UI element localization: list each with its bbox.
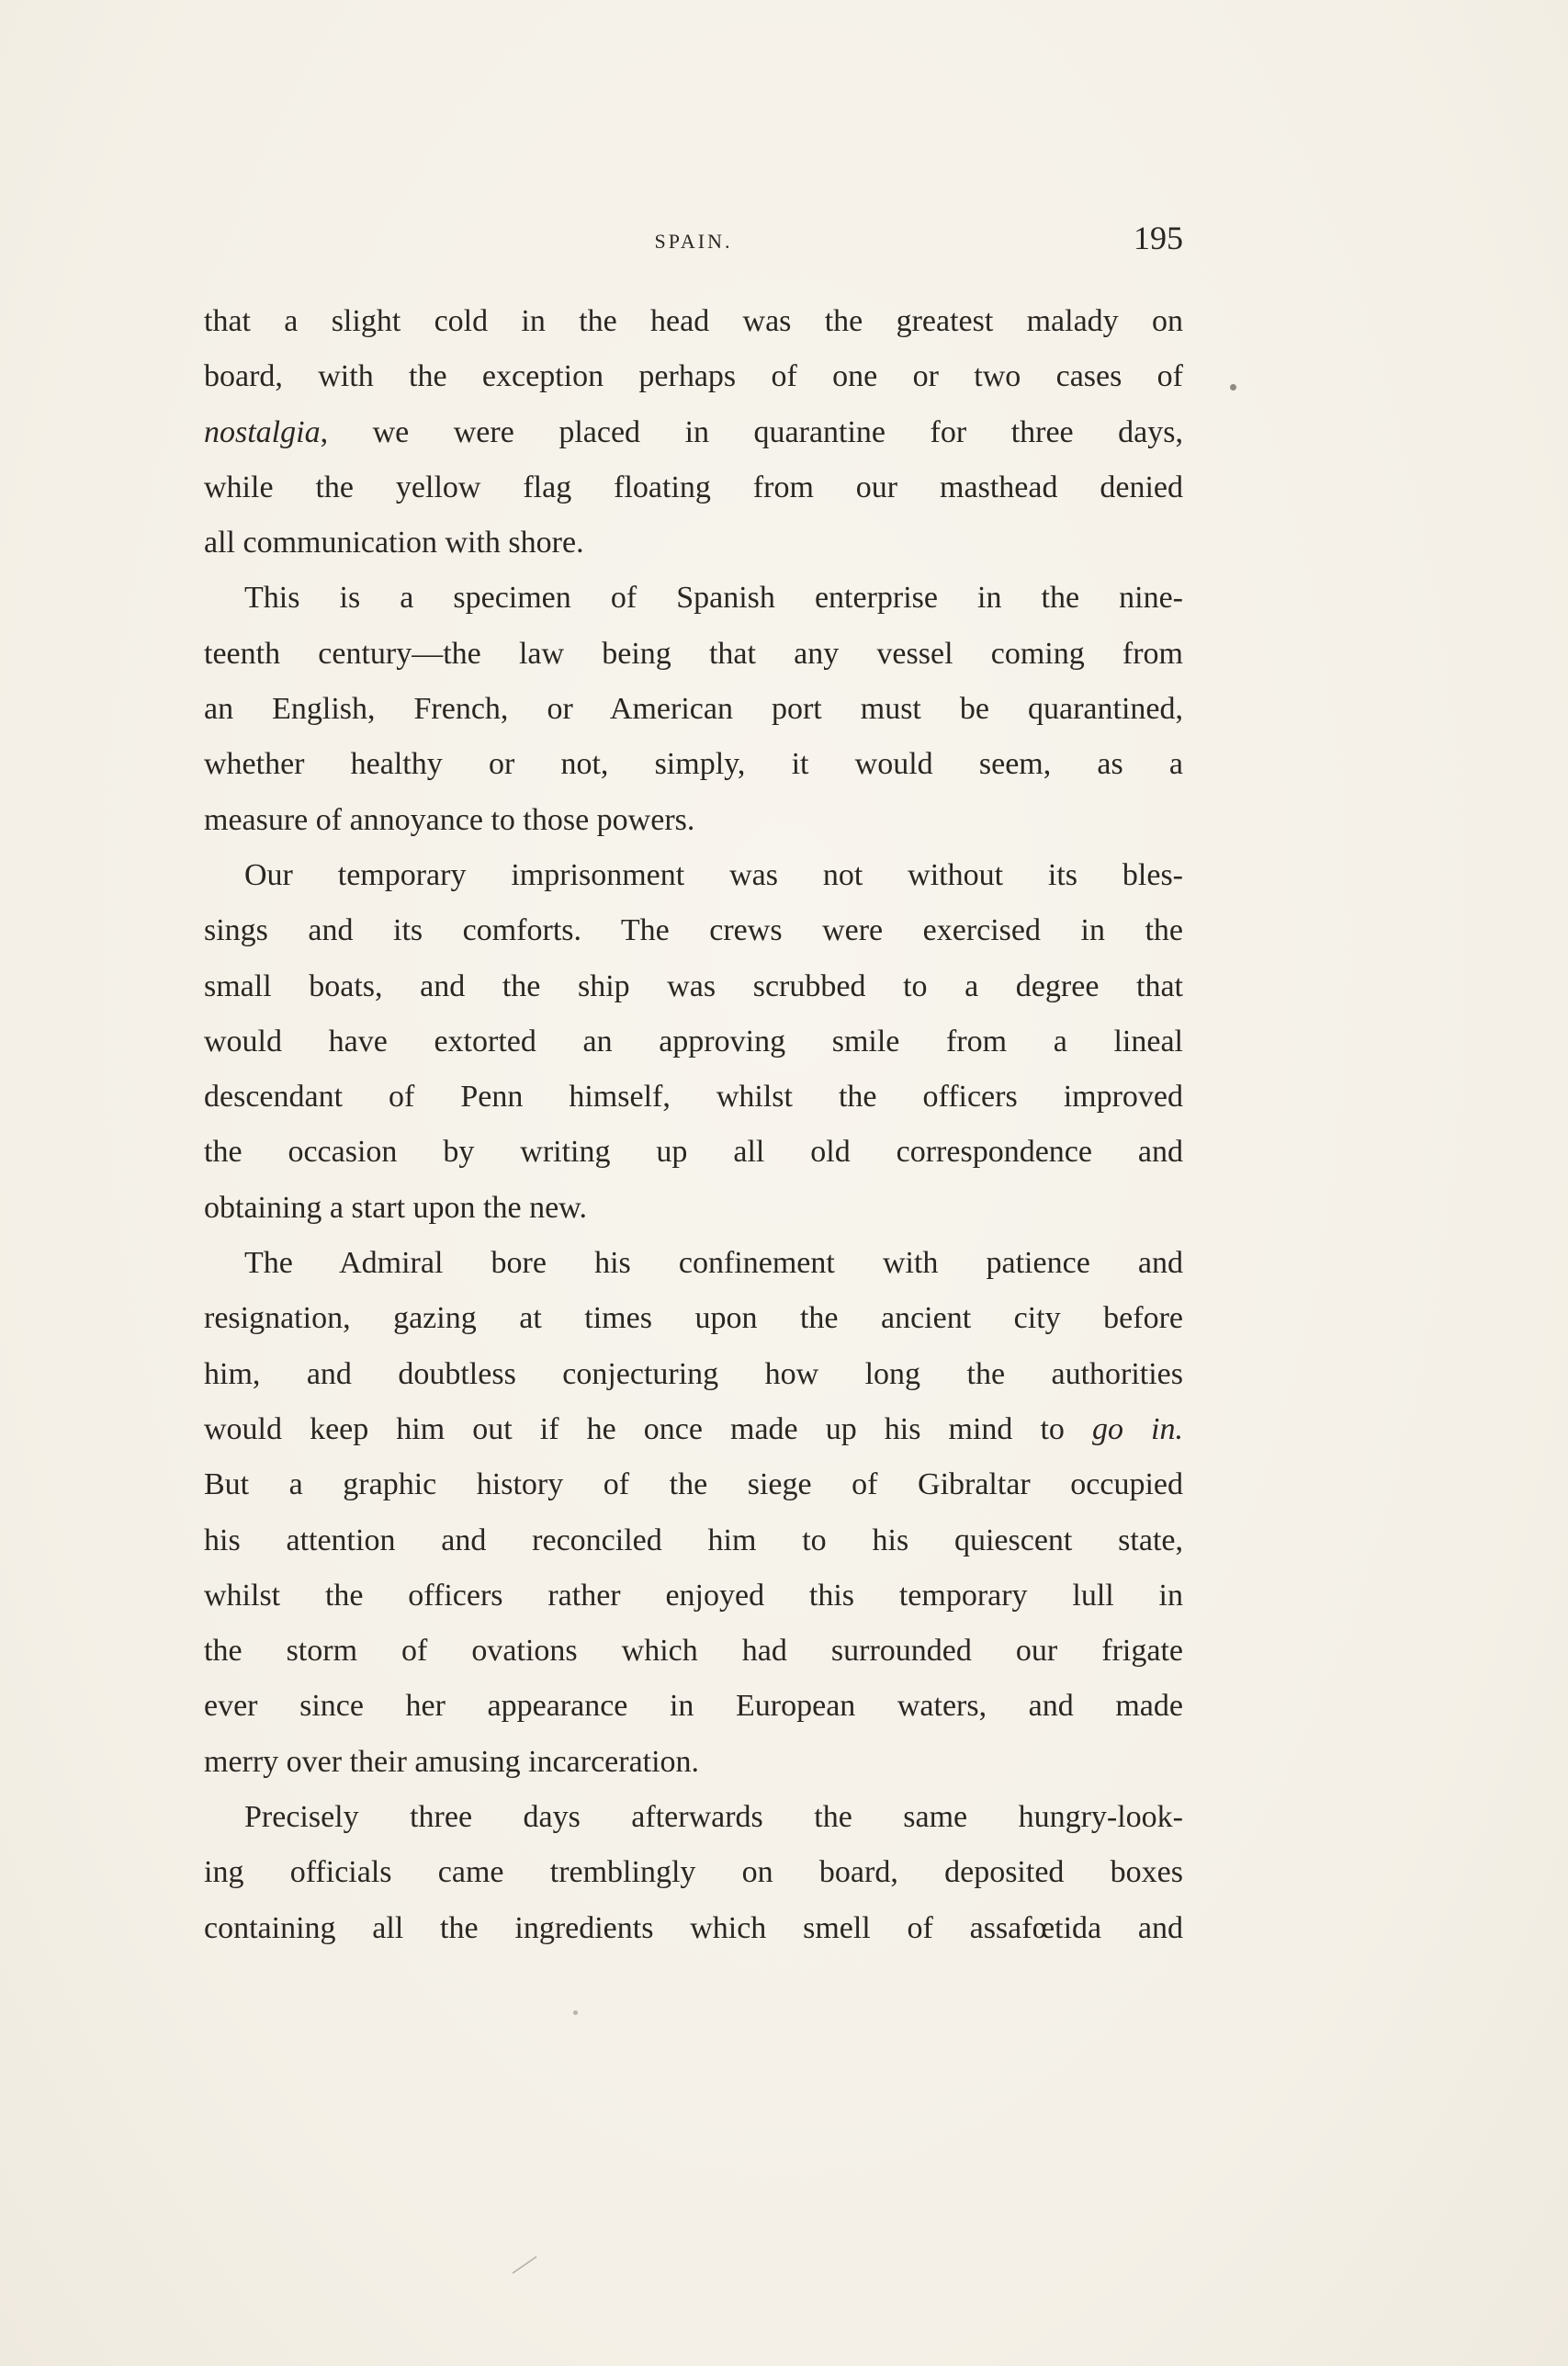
italic-word: nostalgia: [204, 414, 321, 449]
running-head: SPAIN.: [654, 230, 733, 253]
text-line: Our temporary imprisonment was not without its bles-: [244, 857, 1183, 892]
text-line: obtaining a start upon the new.: [204, 1190, 588, 1225]
text-line: whilst the officers rather enjoyed this temporary lull in: [204, 1578, 1183, 1613]
text-line: board, with the exception perhaps of one or two cases of: [204, 359, 1183, 394]
pencil-mark: [511, 2255, 538, 2275]
text-line: measure of annoyance to those powers.: [204, 802, 695, 837]
text-line: ever since her appearance in European waters, and made: [204, 1689, 1183, 1724]
paper-speck: [1230, 384, 1236, 391]
text-line: would have extorted an approving smile from a lineal: [204, 1024, 1183, 1058]
text-line: an English, French, or American port must be quarantined,: [204, 692, 1183, 727]
text-line: would keep him out if he once made up his mind to go in.: [204, 1411, 1183, 1446]
text-line: descendant of Penn himself, whilst the officers improved: [204, 1080, 1183, 1115]
text-line: nostalgia, we were placed in quarantine for three days,: [204, 414, 1183, 449]
text-line: small boats, and the ship was scrubbed to a degree that: [204, 968, 1183, 1003]
text-line: sings and its comforts. The crews were exercised in the: [204, 913, 1183, 948]
text-line: teenth century—the law being that any vessel coming from: [204, 636, 1183, 671]
text-line: whether healthy or not, simply, it would seem, as a: [204, 747, 1183, 782]
text-line: This is a specimen of Spanish enterprise in the nine-: [244, 581, 1183, 616]
text-line: the occasion by writing up all old correspondence and: [204, 1135, 1183, 1170]
text-line: him, and doubtless conjecturing how long the authorities: [204, 1356, 1183, 1391]
text-line: that a slight cold in the head was the greatest malady on: [204, 304, 1183, 338]
page-number: 195: [1134, 220, 1183, 256]
body-text: [204, 294, 1183, 1956]
text-line: all communication with shore.: [204, 526, 584, 560]
text-line: his attention and reconciled him to his quiescent state,: [204, 1523, 1183, 1557]
text-line: merry over their amusing incarceration.: [204, 1744, 700, 1779]
text-line: resignation, gazing at times upon the ancient city before: [204, 1301, 1183, 1336]
text-line: the storm of ovations which had surrounded our frigate: [204, 1634, 1183, 1669]
page-header: [204, 219, 1183, 265]
text-line: containing all the ingredients which smell of assafœtida and: [204, 1910, 1183, 1945]
paper-speck: [573, 2010, 578, 2015]
text-line: But a graphic history of the siege of Gibraltar occupied: [204, 1467, 1183, 1502]
text-line: while the yellow flag floating from our masthead denied: [204, 470, 1183, 504]
text-line: Precisely three days afterwards the same hungry-look-: [244, 1800, 1183, 1835]
text-line: The Admiral bore his confinement with patience and: [244, 1246, 1183, 1281]
italic-phrase: go in.: [1091, 1411, 1183, 1446]
text-line: ing officials came tremblingly on board, deposited boxes: [204, 1855, 1183, 1890]
